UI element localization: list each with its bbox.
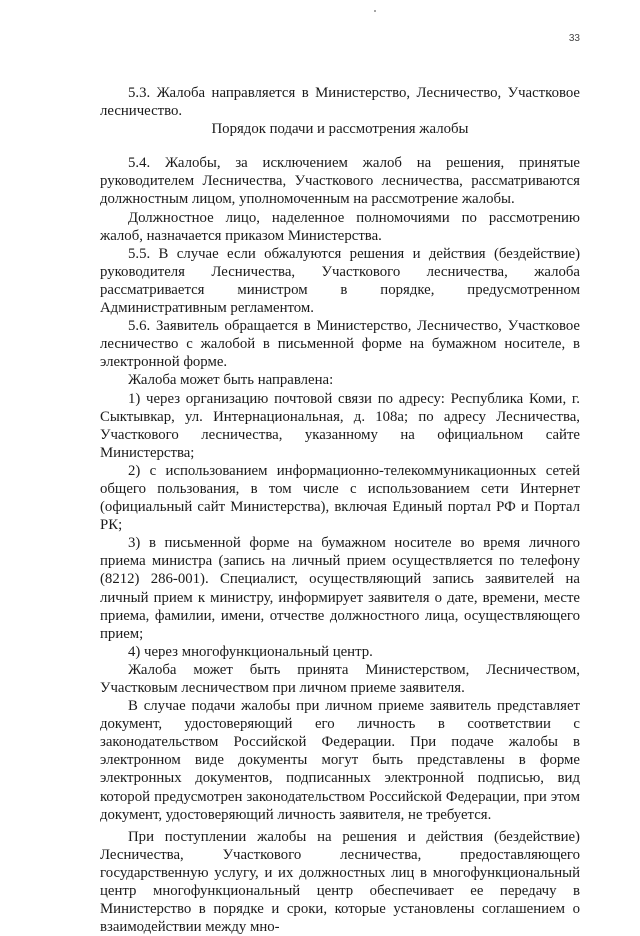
section-heading: Порядок подачи и рассмотрения жалобы bbox=[211, 121, 469, 138]
paragraph-5-3: 5.3. Жалоба направляется в Министерство, Лесничество, Участковое лесничество. bbox=[100, 85, 580, 120]
paragraph-mfc-transfer: При поступлении жалобы на решения и действия (бездействие) Лесничества, Участкового лесничества, предоставляющего государственную услугу, и их должностных лиц в многофункциональный центр многофункциональный центр обеспечивает ее передачу в Министерство в порядке и сроки, которые установлены соглашением о взаимодействии между мно- bbox=[100, 828, 580, 936]
list-item-internet: 2) с использованием информационно-телекоммуникационных сетей общего пользования, в том числе с использованием сети Интернет (официальный сайт Министерства), включая Единый портал РФ и Портал РК; bbox=[100, 462, 580, 534]
paragraph-methods-intro: Жалоба может быть направлена: bbox=[128, 372, 334, 389]
list-item-personal-reception: 3) в письменной форме на бумажном носителе во время личного приема министра (запись на личный прием осуществляется по телефону (8212) 286-001). Специалист, осуществляющий запись заявителей на личный прием к министру, информирует заявителя о дате, времени, месте приема, фамилии, имени, отчестве должностного лица, осуществляющего прием; bbox=[100, 535, 580, 642]
paragraph-5-4: 5.4. Жалобы, за исключением жалоб на решения, принятые руководителем Лесничества, Участкового лесничества, рассматриваются должностным лицом, уполномоченным на рассмотрение жалобы. bbox=[100, 155, 580, 208]
paragraph-official-appointment: Должностное лицо, наделенное полномочиями по рассмотрению жалоб, назначается приказом Министерства. bbox=[100, 209, 580, 244]
page-number: 33 bbox=[568, 33, 580, 44]
list-item-mfc: 4) через многофункциональный центр. bbox=[128, 643, 373, 660]
paragraph-5-5: 5.5. В случае если обжалуются решения и действия (бездействие) руководителя Лесничества, Участкового лесничества, жалоба рассматривается министром в порядке, предусмотренном Административным регламентом. bbox=[100, 245, 580, 317]
scan-speck bbox=[374, 10, 376, 12]
paragraph-acceptance: Жалоба может быть принята Министерством, Лесничеством, Участковым лесничеством при личном приеме заявителя. bbox=[100, 661, 580, 696]
paragraph-5-6: 5.6. Заявитель обращается в Министерство, Лесничество, Участковое лесничество с жалобой в письменной форме на бумажном носителе, в электронной форме. bbox=[100, 318, 580, 371]
document-body bbox=[100, 84, 580, 936]
paragraph-identity-document: В случае подачи жалобы при личном приеме заявитель представляет документ, удостоверяющий его личность в соответствии с законодательством Российской Федерации. При подаче жалобы в электронном виде документы могут быть представлены в форме электронных документов, подписанных электронной подписью, вид которой предусмотрен законодательством Российской Федерации, при этом документ, удостоверяющий личность заявителя, не требуется. bbox=[100, 698, 580, 823]
list-item-postal: 1) через организацию почтовой связи по адресу: Республика Коми, г. Сыктывкар, ул. Интернациональная, д. 108а; по адресу Лесничества, Участкового лесничества, указанному на официальном сайте Министерства; bbox=[100, 390, 580, 461]
